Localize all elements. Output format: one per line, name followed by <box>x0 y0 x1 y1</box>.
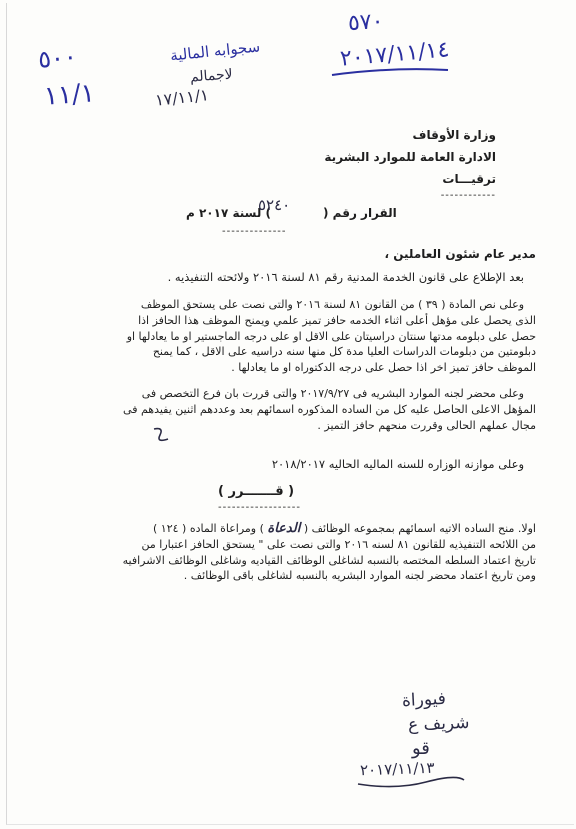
header-dashes: ------------ <box>440 190 496 201</box>
paragraph-law-reference: بعد الإطلاع على قانون الخدمة المدنية رقم ٨١ لسنة ٢٠١٦ ولائحته التنفيذيه . <box>167 270 524 284</box>
handwritten-note-top-right-2: ٢٠١٧/١١/١٤ <box>339 37 451 72</box>
paragraph-line: حصل على دبلومه مدتها سنتان دراسيتان على الاقل او على درجه الماجستير او ما يعادلها او <box>126 329 536 343</box>
handwritten-note-top-left-2: ١١/١ <box>43 78 96 112</box>
handwritten-group-name: الدعاة <box>267 521 301 536</box>
paragraph-line: دبلومتين من دبلومات الدراسات العليا مدة كل منها سنه دراسيه على الاقل ، كما يمنح <box>152 345 536 359</box>
handwritten-note-top-left-1: ٥٠٠ <box>36 42 79 74</box>
handwritten-note-top-center-1: سجوابه المالية <box>169 37 261 65</box>
decision-number <box>186 206 397 220</box>
handwritten-mark <box>150 425 174 445</box>
signature-line-1: فيوراة <box>401 688 447 712</box>
paragraph-line: الموظف حافز تميز اخر اذا حصل على درجه الدكتوراه او ما يعادلها . <box>231 361 536 375</box>
decision-number-handwritten: ٥٢٤٠ <box>258 196 291 214</box>
article-line: اولا. منح الساده الاتيه اسمائهم بمجموعه الوظائف ( الدعاة ) ومراعاة الماده ( ١٢٤ ) <box>153 521 536 536</box>
paragraph-line: الذى يحصل على مؤهل أعلى اثناء الخدمه حافز تميز علمي ويمنح الموظف هذا الحافز اذا <box>138 313 536 327</box>
article-line: ومن تاريخ اعتماد محضر لجنه الموارد البشريه بالنسبه لشاغلى باقى الوظائف . <box>183 569 536 583</box>
addressee: مدير عام شئون العاملين ، <box>384 247 536 261</box>
handwritten-note-top-center-3: ١٧/١١/١ <box>154 85 210 110</box>
article-line: تاريخ اعتماد السلطه المختصه بالنسبه لشاغلى الوظائف القياديه وشاغلى الوظائف الاشرافيه <box>122 553 536 567</box>
signature-date: ٢٠١٧/١١/١٣ <box>359 758 435 780</box>
department-name: الادارة العامة للموارد البشرية <box>324 150 496 164</box>
handwritten-underline <box>330 66 450 78</box>
paragraph-line: المؤهل الاعلى الحاصل عليه كل من الساده المذكوره اسمائهم بعد وعددهم اثنين يفيدهم فى <box>123 402 536 416</box>
decree-title: ( قـــــــرر ) <box>218 484 295 499</box>
paragraph-line: مجال عملهم الحالى وقررت منحهم حافز التميز . <box>317 418 536 432</box>
article-line: من اللائحه التنفيذيه للقانون ٨١ لسنه ٢٠١٦ والتى نصت على " يستحق الحافز اعتبارا من <box>141 537 536 551</box>
ministry-name: وزارة الأوقاف <box>412 128 496 142</box>
paragraph-budget: وعلى موازنه الوزاره للسنه الماليه الحاليه ٢٠١٨/٢٠١٧ <box>271 457 524 471</box>
signature-line-3: قو <box>412 738 430 759</box>
signature-flourish <box>356 776 466 790</box>
decision-label-suffix: ) لسنة ٢٠١٧ م <box>186 206 272 220</box>
paragraph-line: وعلى نص المادة ( ٣٩ ) من القانون ٨١ لسنة ٢٠١٦ والتى نصت على يستحق الموظف <box>140 298 524 311</box>
decree-dashes: ------------------ <box>218 502 301 513</box>
decision-label-prefix: القرار رقم ( <box>323 206 397 220</box>
paragraph-line: وعلى محضر لجنه الموارد البشريه فى ٢٠١٧/٩/٢٧ والتى قررت بان فرع التخصص فى <box>141 387 524 400</box>
decision-dashes: -------------- <box>222 226 287 237</box>
paragraph-article-39 <box>52 297 536 376</box>
signature-line-2: شريف ع <box>407 712 470 736</box>
paragraph-committee-minutes <box>52 386 536 433</box>
section-name: ترقيـــات <box>442 172 496 186</box>
article-one <box>52 521 536 584</box>
handwritten-note-top-right-1: ٥٧٠ <box>347 8 385 37</box>
handwritten-note-top-center-2: لاجمالم <box>189 66 234 86</box>
